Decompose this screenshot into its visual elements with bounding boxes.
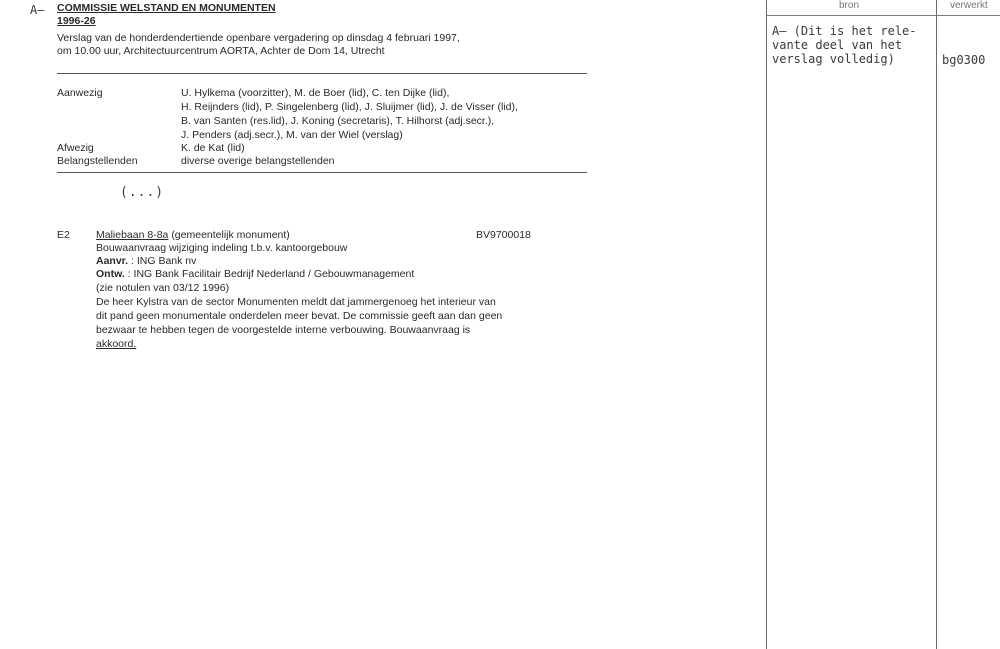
header-verwerkt: verwerkt bbox=[950, 0, 988, 11]
divider-bottom bbox=[57, 172, 587, 173]
present-line: H. Reijnders (lid), P. Singelenberg (lid), J. Sluijmer (lid), J. de Visser (lid), bbox=[181, 101, 518, 113]
see-notes: (zie notulen van 03/12 1996) bbox=[96, 282, 230, 294]
present-line: J. Penders (adj.secr.), M. van der Wiel (verslag) bbox=[181, 129, 403, 141]
item-address: Maliebaan 8-8a bbox=[96, 229, 169, 241]
ellipsis: (...) bbox=[120, 185, 165, 200]
item-verdict: akkoord. bbox=[96, 338, 137, 350]
item-request: Bouwaanvraag wijziging indeling t.b.v. kantoorgebouw bbox=[96, 242, 348, 254]
item-text-line: dit pand geen monumentale onderdelen meer bevat. De commissie geeft aan dan geen bbox=[96, 310, 503, 322]
applicant-value: : ING Bank nv bbox=[131, 255, 197, 267]
interested-value: diverse overige belangstellenden bbox=[181, 155, 335, 167]
interested-label: Belangstellenden bbox=[57, 155, 138, 167]
item-text-line: bezwaar te hebben tegen de voorgestelde interne verbouwing. Bouwaanvraag is bbox=[96, 324, 471, 336]
item-text-line: De heer Kylstra van de sector Monumenten meldt dat jammergenoeg het interieur van bbox=[96, 296, 496, 308]
design-label: Ontw. bbox=[96, 268, 125, 280]
present-line: U. Hylkema (voorzitter), M. de Boer (lid), C. ten Dijke (lid), bbox=[181, 87, 450, 99]
document-marker: A– bbox=[30, 3, 45, 17]
intro-line-1: Verslag van de honderdendertiende openbare vergadering op dinsdag 4 februari 1997, bbox=[57, 32, 460, 44]
column-header-rule bbox=[766, 15, 1000, 16]
intro-line-2: om 10.00 uur, Architectuurcentrum AORTA, Achter de Dom 14, Utrecht bbox=[57, 45, 385, 57]
present-label: Aanwezig bbox=[57, 87, 103, 99]
item-number: BV9700018 bbox=[476, 229, 531, 241]
side-code: bg0300 bbox=[942, 53, 986, 67]
column-divider-right bbox=[936, 0, 937, 649]
column-divider-left bbox=[766, 0, 767, 649]
applicant-label: Aanvr. bbox=[96, 255, 129, 267]
side-note-line: vante deel van het bbox=[772, 38, 903, 52]
side-note-line: A– (Dit is het rele- bbox=[772, 24, 917, 38]
design-value: : ING Bank Facilitair Bedrijf Nederland / Gebouwmanagement bbox=[127, 268, 415, 280]
item-status: (gemeentelijk monument) bbox=[171, 229, 290, 241]
item-code: E2 bbox=[57, 229, 70, 241]
side-note-line: verslag volledig) bbox=[772, 52, 895, 66]
absent-label: Afwezig bbox=[57, 142, 94, 154]
absent-value: K. de Kat (lid) bbox=[181, 142, 245, 154]
header-bron: bron bbox=[839, 0, 860, 11]
document-title: COMMISSIE WELSTAND EN MONUMENTEN bbox=[57, 2, 276, 14]
present-line: B. van Santen (res.lid), J. Koning (secretaris), T. Hilhorst (adj.secr.), bbox=[181, 115, 495, 127]
divider-top bbox=[57, 73, 587, 74]
document-year: 1996-26 bbox=[57, 15, 96, 27]
